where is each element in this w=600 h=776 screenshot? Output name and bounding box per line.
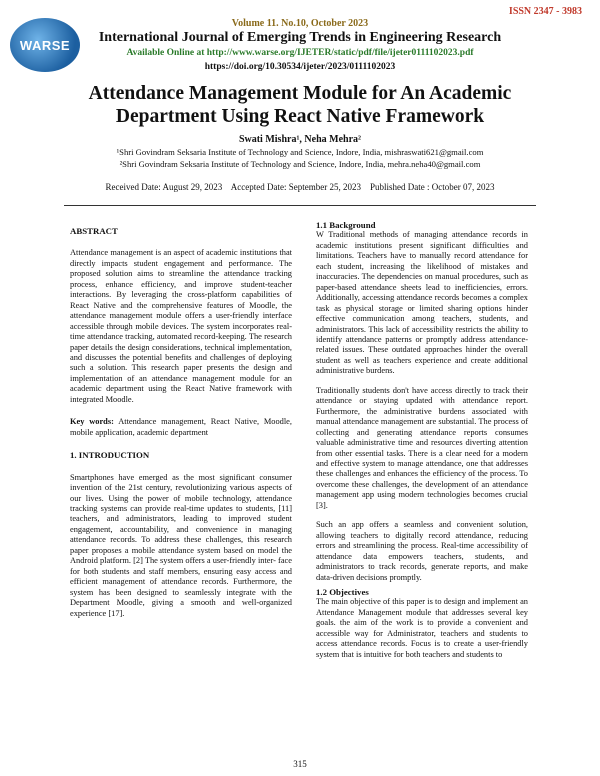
- background-paragraph-3: Such an app offers a seamless and convenient solution, allowing teachers to digitally record attendance, reducing errors and streamlining the process. Real-time accessibility of attendance data empowers teachers, students, and administrators to track records, generate reports, and make data-driven decisions promptly.: [316, 520, 528, 582]
- online-link[interactable]: Available Online at http://www.warse.org/IJETER/static/pdf/file/ijeter0111102023.pdf: [126, 48, 474, 58]
- issn-label: ISSN 2347 - 3983: [508, 6, 582, 17]
- objectives-heading: 1.2 Objectives: [316, 586, 369, 597]
- background-heading: 1.1 Background: [316, 220, 376, 230]
- volume-line: Volume 11. No.10, October 2023: [231, 18, 369, 29]
- right-column: [316, 220, 528, 660]
- logo-text: WARSE: [19, 37, 71, 53]
- page-number: 315: [293, 759, 307, 769]
- journal-title: International Journal of Emerging Trends in Engineering Research: [98, 30, 502, 45]
- background-paragraph-2: Traditionally students don't have access directly to track their attendance or staying updated with attendance report. Furthermore, the administrative burdens associated with manual attendance management are substantial. The process of collecting and generating attendance reports consumes valuable administrative time and resources diverting attention from other essential tasks. There is a clear need for a modern and effective system to manage attendance, one that addresses these challenges and enhances the efficiency of the process. To overcome these challenges, the development of an attendance management app using modern technologies becomes crucial [3].: [316, 385, 528, 510]
- dates-line: Received Date: August 29, 2023 Accepted Date: September 25, 2023 Published Date : October 07, 2023: [105, 182, 495, 192]
- keywords-text: Attendance management, React Native, Moodle, mobile application, academic department: [70, 417, 292, 437]
- title-line-1: Attendance Management Module for An Academic: [88, 83, 512, 104]
- doi-link[interactable]: https://doi.org/10.30534/ijeter/2023/0111102023: [204, 62, 396, 72]
- keywords-label: Key words:: [70, 417, 114, 427]
- introduction-text: Smartphones have emerged as the most significant consumer invention of the 21st century, revolutionizing various aspects of our lives. Using the power of mobile technology, attendance tracking systems can provide real-time updates to students, [11] teachers, and administrators, leading to improved student engagement, accountability, and convenience in managing attendance records. To address these challenges, this research paper proposes a mobile attendance system based on model the Android platform. [2] The system offers a user-friendly inter- face for both students and staff members, ensuring easy access and efficient management of attendance records. Furthermore, the system has been designed to seamlessly integrate with the Department Moodle, giving a smooth and well-organized experience [17].: [70, 472, 292, 618]
- background-paragraph-1: W Traditional methods of managing attendance records in academic institutions present significant difficulties and limitations. Teachers have to manually record attendance for each student, increasing the likelihood of mistakes and inaccuracies. The dependencies on manual procedures, such as paper-based attendance sheets lead to inefficiencies, errors. Additionally, accessing attendance records becomes a complex task as physical storage or limited sharing options hinder effective communication among teachers, students, and administrators. This lack of accessibility restricts the ability to identify attendance patterns or promptly address attendance-related issues. These outdated approaches hinder the overall student as well as teachers experience and create additional administrative burdens.: [316, 230, 528, 376]
- introduction-heading: 1. INTRODUCTION: [70, 450, 150, 461]
- keywords: [70, 417, 292, 438]
- header-divider: [64, 205, 536, 206]
- authors: Swati Mishra¹, Neha Mehra²: [238, 134, 362, 145]
- affiliation-1: ¹Shri Govindram Seksaria Institute of Technology and Science, Indore, India, mishraswati621@gmail.com: [116, 147, 484, 157]
- left-column: [70, 220, 292, 619]
- objectives-text: The main objective of this paper is to design and implement an Attendance Management module that addresses several key goals. the aim of the work is to provide a convenient and accessible way for Administrator, teachers and students to access attendance records. Focus is to create a user-friendly system that is intuitive for both teachers and students to: [316, 597, 528, 659]
- abstract-heading: ABSTRACT: [70, 226, 118, 236]
- affiliation-2: ²Shri Govindram Seksaria Institute of Technology and Science, Indore, India, mehra.neha40@gmail.com: [119, 159, 481, 169]
- abstract-text: Attendance management is an aspect of academic institutions that directly impacts student engagement and performance. The proposed solution aims to streamline the attendance tracking process, enhance efficiency, and improve student-teacher interactions. By leveraging the cross-platform capabilities of React Native and the comprehensive features of Moodle, the attendance management module offers a user-friendly interface accessible through mobile devices. The system incorporates real-time attendance tracking, automated record-keeping. The research paper details the design considerations, technical implementation, and discusses the potential benefits and challenges of deploying such a solution. This research paper presents the design and implementation of an attendance management module for an academic department using the React Native framework with integrated Moodle.: [70, 248, 292, 404]
- title-line-2: Department Using React Native Framework: [115, 106, 485, 127]
- paper-title: [0, 82, 600, 128]
